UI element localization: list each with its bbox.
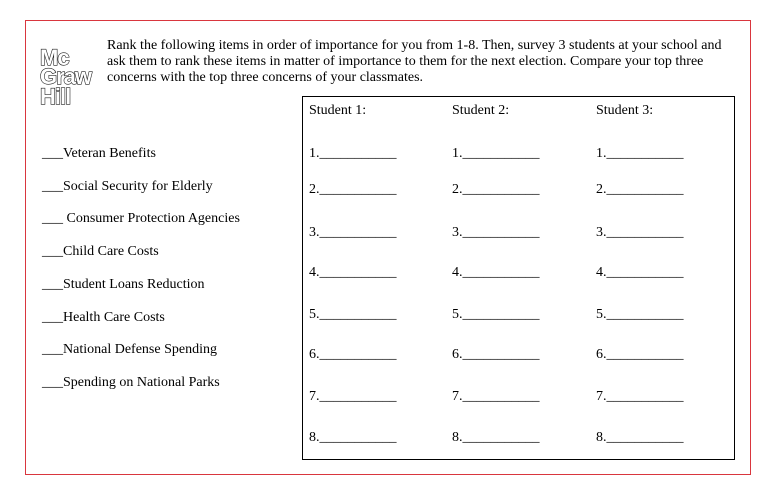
student-1-rank-8[interactable]: 8.___________: [309, 430, 397, 445]
student-1-rank-1[interactable]: 1.___________: [309, 146, 397, 161]
student-1-heading: Student 1:: [309, 103, 367, 118]
student-1-rank-4[interactable]: 4.___________: [309, 265, 397, 280]
student-2-rank-8[interactable]: 8.___________: [452, 430, 540, 445]
student-2-rank-6[interactable]: 6.___________: [452, 347, 540, 362]
student-3-rank-1[interactable]: 1.___________: [596, 146, 684, 161]
logo-line-1: Mc: [40, 45, 69, 70]
ranking-item-child-care: ___Child Care Costs: [42, 244, 159, 259]
ranking-item-health-care: ___Health Care Costs: [42, 310, 165, 325]
student-3-rank-4[interactable]: 4.___________: [596, 265, 684, 280]
student-3-rank-3[interactable]: 3.___________: [596, 225, 684, 240]
student-3-rank-6[interactable]: 6.___________: [596, 347, 684, 362]
student-3-rank-7[interactable]: 7.___________: [596, 389, 684, 404]
student-3-heading: Student 3:: [596, 103, 654, 118]
mcgraw-hill-logo: [40, 47, 102, 107]
instructions-text: Rank the following items in order of importance for you from 1-8. Then, survey 3 students at your school and ask them to rank these items in matter of importance to them for the next election. Compare your top three concerns with the top three concerns of your classmates.: [107, 38, 722, 85]
student-3-rank-8[interactable]: 8.___________: [596, 430, 684, 445]
ranking-item-national-parks: ___Spending on National Parks: [42, 375, 220, 390]
student-1-rank-3[interactable]: 3.___________: [309, 225, 397, 240]
student-1-rank-5[interactable]: 5.___________: [309, 307, 397, 322]
student-1-rank-6[interactable]: 6.___________: [309, 347, 397, 362]
student-2-rank-4[interactable]: 4.___________: [452, 265, 540, 280]
ranking-item-social-security: ___Social Security for Elderly: [42, 179, 213, 194]
student-2-heading: Student 2:: [452, 103, 510, 118]
student-2-rank-2[interactable]: 2.___________: [452, 182, 540, 197]
ranking-item-consumer-protection: ___ Consumer Protection Agencies: [42, 211, 240, 226]
ranking-item-veteran-benefits: ___Veteran Benefits: [42, 146, 156, 161]
student-2-rank-7[interactable]: 7.___________: [452, 389, 540, 404]
student-3-rank-2[interactable]: 2.___________: [596, 182, 684, 197]
student-1-rank-7[interactable]: 7.___________: [309, 389, 397, 404]
student-1-rank-2[interactable]: 2.___________: [309, 182, 397, 197]
student-2-rank-1[interactable]: 1.___________: [452, 146, 540, 161]
logo-line-3: Hill: [40, 84, 71, 109]
logo-line-2: Graw: [40, 64, 92, 89]
student-2-rank-3[interactable]: 3.___________: [452, 225, 540, 240]
ranking-item-national-defense: ___National Defense Spending: [42, 342, 217, 357]
student-2-rank-5[interactable]: 5.___________: [452, 307, 540, 322]
student-3-rank-5[interactable]: 5.___________: [596, 307, 684, 322]
ranking-item-student-loans: ___Student Loans Reduction: [42, 277, 205, 292]
